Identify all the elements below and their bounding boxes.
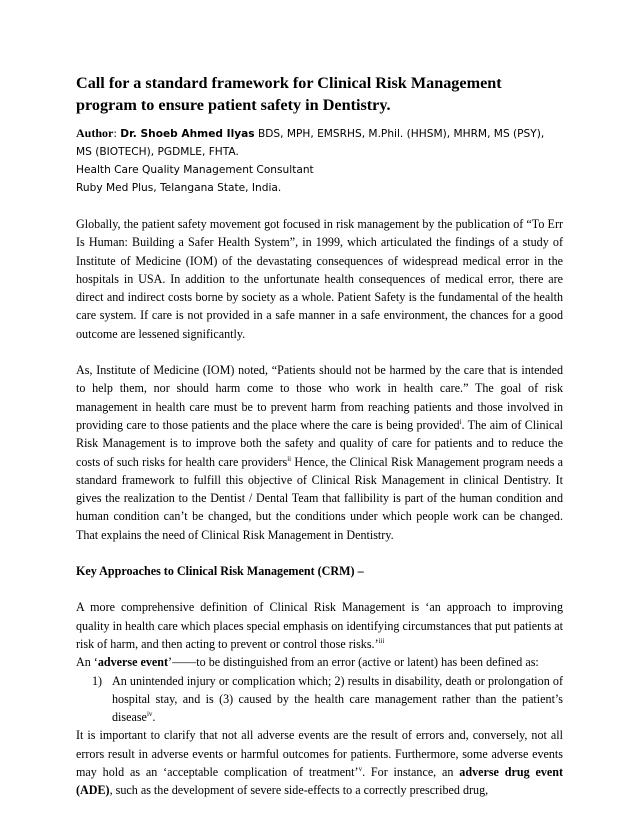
adverse-drug-event-term: adverse drug event (ADE): [76, 765, 563, 798]
list-item: [92, 672, 563, 727]
list-item-text: An unintended injury or complication which; 2) results in disability, death or prolongation of hospital stay, and is (3) caused by the health care management rather than the patient’s disease: [112, 673, 563, 725]
section-heading: Key Approaches to Clinical Risk Management (CRM) –: [76, 564, 364, 579]
adverse-event-prefix: An ‘: [76, 655, 98, 670]
paragraph-2-text: Hence, the Clinical Risk Management program needs a standard framework to fulfill this objective of Clinical Risk Management in clinical Dentistry. It gives the realization to the Dentist / Dental Team that fallibility is part of the human condition and human condition can’t be changed, but the conditions under which people work can be changed. That explains the need of Clinical Risk Management in Dentistry.: [76, 454, 563, 542]
author-colon: :: [113, 128, 117, 140]
footnote-ref: v: [358, 764, 363, 773]
body-text: [76, 215, 563, 800]
adverse-event-suffix: ’——to be distinguished from an error (active or latent) has been defined as:: [168, 655, 539, 670]
author-credentials: BDS, MPH, EMSRHS, M.Phil. (HHSM), MHRM, MS (PSY), MS (BIOTECH), PGDMLE, FHTA.: [76, 128, 545, 158]
author-role: Health Care Quality Management Consultant: [76, 164, 314, 176]
paragraph-4-text: It is important to clarify that not all adverse events are the result of errors and, conversely, not all errors result in adverse events or harmful outcomes for patients. Furthermore, some adverse events may hold as an ‘acceptable complication of treatment’: [76, 728, 563, 780]
paragraph-4-text: . For instance, an: [362, 765, 460, 780]
author-name: Dr. Shoeb Ahmed Ilyas: [120, 128, 255, 140]
paragraph-4-text: , such as the development of severe side-effects to a correctly prescribed drug,: [109, 783, 489, 798]
footnote-ref: iv: [146, 710, 153, 719]
footnote-ref: iii: [378, 636, 385, 645]
adverse-event-definition: [76, 653, 563, 671]
spacer: [76, 197, 563, 215]
list-number: 1): [92, 673, 103, 688]
footnote-ref: ii: [287, 454, 292, 463]
list-item-end: .: [152, 710, 156, 725]
spacer: [76, 580, 563, 598]
author-block: [76, 124, 563, 197]
spacer: [76, 343, 563, 361]
author-label: Author: [76, 126, 114, 140]
document-page: [76, 72, 563, 800]
paper-title: Call for a standard framework for Clinical Risk Management program to ensure patient safety in Dentistry.: [76, 74, 502, 114]
spacer: [76, 544, 563, 562]
list-text: [112, 672, 563, 727]
paragraph-3-text: A more comprehensive definition of Clinical Risk Management is ‘an approach to improving quality in health care which places special emphasis on identifying circumstances that put patients at risk of harm, and then acting to prevent or control those risks.’: [76, 600, 563, 651]
footnote-ref: i: [459, 417, 462, 426]
paragraph-3: [76, 598, 563, 653]
adverse-event-term: adverse event: [97, 655, 169, 670]
paragraph-2: [76, 361, 563, 544]
paragraph-2-text: As, Institute of Medicine (IOM) noted, “Patients should not be harmed by the care that is intended to help them, nor should harm come to those who work in health care.” The goal of risk management in health care must be to prevent harm from reaching patients and those involved in providing care to those patients and the place where the care is being provided: [76, 363, 563, 432]
author-line: [76, 124, 563, 161]
paragraph-4: [76, 726, 563, 799]
paragraph-2-text: . The aim of Clinical Risk Management is to improve both the safety and quality of care for patients and to reduce the costs of such risks for health care providers: [76, 417, 563, 469]
paragraph-1: Globally, the patient safety movement got focused in risk management by the publication of “To Err Is Human: Building a Safer Health System”, in 1999, which articulated the findings of a study of Institute of Medicine (IOM) of the devastating consequences of widespread medical error in the hospitals in USA. In addition to the unfortunate health consequences of medical error, there are direct and indirect costs borne by society as a whole. Patient Safety is the fundamental of the health care system. If care is not provided in a safe manner in a safe environment, the chances for a good outcome are lessened significantly.: [76, 217, 563, 341]
author-affiliation: Ruby Med Plus, Telangana State, India.: [76, 182, 282, 194]
